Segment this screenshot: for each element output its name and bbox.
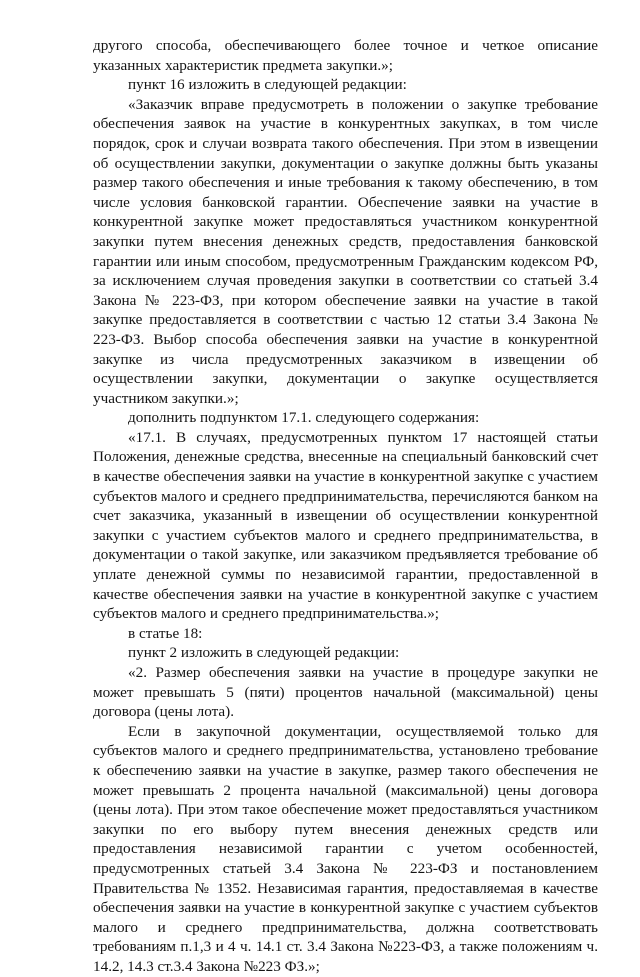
paragraph-item-16-text: «Заказчик вправе предусмотреть в положении о закупке требование обеспечения заявок на участие в конкурентных закупках, в том числе порядок, срок и случаи возврата такого обеспечения. При этом в извещении об осуществлении закупки, документации о закупке должны быть указаны размер такого обеспечения и иные требования к такому обеспечению, в том числе условия банковской гарантии. Обеспечение заявки на участие в конкурентной закупке может предоставляться участником конкурентной закупки путем внесения денежных средств, предоставления банковской гарантии или иным способом, предусмотренным Гражданским кодексом РФ, за исключением случая проведения закупки в соответствии со статьей 3.4 Закона № 223-ФЗ, при котором обеспечение заявки на участие в такой закупке предоставляется в соответствии с частью 12 статьи 3.4 Закона № 223-ФЗ. Выбор способа обеспечения заявки на участие в конкурентной закупке из числа предусмотренных заказчиком в извещении об осуществлении закупки, документации о закупке осуществляется участником закупки.»; (93, 95, 598, 407)
paragraph-item-2-heading: пункт 2 изложить в следующей редакции: (128, 644, 400, 662)
paragraph-continuation: другого способа, обеспечивающего более точное и четкое описание указанных характеристик предмета закупки.»; (93, 37, 598, 74)
paragraph-subitem-17-1-text: «17.1. В случаях, предусмотренных пунктом 17 настоящей статьи Положения, денежные средства, внесенные на специальный банковский счет в качестве обеспечения заявки на участие в конкурентной закупке с участием субъектов малого и среднего предпринимательства, перечисляются банком на счет заказчика, указанный в извещении об осуществлении конкурентной закупки с участием субъектов малого и среднего предпринимательства, в документации о такой закупке, или заказчиком предъявляется требование об уплате денежной суммы по независимой гарантии, предоставленной в качестве обеспечения заявки на участие в конкурентной закупке с участием субъектов малого и среднего предпринимательства.»; (93, 428, 598, 623)
paragraph-item-16-heading: пункт 16 изложить в следующей редакции: (128, 76, 407, 94)
paragraph-item-2-text: «2. Размер обеспечения заявки на участие в процедуре закупки не может превышать 5 (пяти) процентов начальной (максимальной) цены договора (цены лота). (93, 664, 598, 721)
paragraph-article-18-heading: в статье 18: (128, 624, 203, 642)
paragraph-subitem-17-1-heading: дополнить подпунктом 17.1. следующего содержания: (128, 409, 480, 427)
paragraph-item-2-sme-text: Если в закупочной документации, осуществляемой только для субъектов малого и среднего предпринимательства, установлено требование к обеспечению заявки на участие в закупке, размер такого обеспечения не может превышать 2 процента начальной (максимальной) цены договора (цены лота). При этом такое обеспечение может предоставляться участником закупки по его выбору путем внесения денежных средств или предоставления независимой гарантии с учетом особенностей, предусмотренных статьей 3.4 Закона № 223-ФЗ и постановлением Правительства № 1352. Независимая гарантия, предоставляемая в качестве обеспечения заявки на участие в конкурентной закупке с участием субъектов малого и среднего предпринимательства, должна соответствовать требованиям п.1,3 и 4 ч. 14.1 ст. 3.4 Закона №223-ФЗ, а также положениям ч. 14.2, 14.3 ст.3.4 Закона №223 ФЗ.»; (93, 722, 598, 975)
